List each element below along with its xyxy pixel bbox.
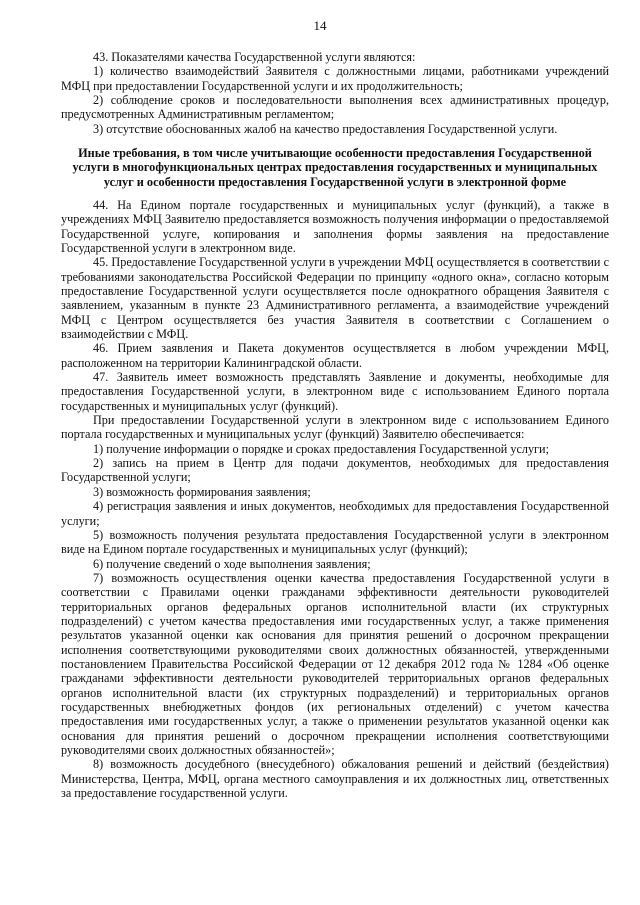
paragraph-43-title: 43. Показателями качества Государственной услуги являются: bbox=[93, 50, 416, 64]
paragraph-43-item-2: 2) соблюдение сроков и последовательности выполнения всех административных процедур, предусмотренных Административным регламентом; bbox=[61, 93, 609, 122]
paragraph-43-item-1: 1) количество взаимодействий Заявителя с должностными лицами, работниками учреждений МФЦ при предоставлении Государственной услуги и их продолжительность; bbox=[61, 64, 609, 93]
list-item-1: 1) получение информации о порядке и сроках предоставления Государственной услуги; bbox=[93, 441, 549, 456]
paragraph-43-item-3: 3) отсутствие обоснованных жалоб на качество предоставления Государственной услуги. bbox=[93, 121, 558, 136]
list-item-7: 7) возможность осуществления оценки качества предоставления Государственной услуги в соответствии с Правилами оценки гражданами эффективности деятельности руководителей территориальных органов федеральных органов исполнительной власти (их структурных подразделений) с учетом качества предоставления ими государственных услуг, а также применения результатов указанной оценки как основания для принятия решений о досрочном прекращении исполнения соответствующими руководителями своих должностных обязанностей, утвержденными постановлением Правительства Российской Федерации от 12 декабря 2012 года № 1284 «Об оценке гражданами эффективности деятельности руководителей территориальных органов федеральных органов исполнительной власти (их структурных подразделений) и территориальных органов государственных внебюджетных фондов (их региональных отделений) с учетом качества предоставления ими государственных услуг, а также о применении результатов указанной оценки как основания для принятия решений о досрочном прекращении исполнения соответствующими руководителями своих должностных обязанностей»; bbox=[61, 570, 609, 758]
page-body bbox=[61, 50, 609, 800]
list-item-2: 2) запись на прием в Центр для подачи документов, необходимых для предоставления Государственной услуги; bbox=[61, 456, 609, 485]
list-item-4: 4) регистрация заявления и иных документов, необходимых для предоставления Государственной услуги; bbox=[61, 499, 609, 528]
paragraph-47: 47. Заявитель имеет возможность представлять Заявление и документы, необходимые для предоставления Государственной услуги, в электронном виде с использованием Единого портала государственных и муниципальных услуг (функций). bbox=[61, 370, 609, 413]
paragraph-45: 45. Предоставление Государственной услуги в учреждении МФЦ осуществляется в соответствии с требованиями законодательства Российской Федерации по принципу «одного окна», согласно которым предоставление Государственной услуги осуществляется после однократного обращения Заявителя с заявлением, указанным в пункте 23 Административного регламента, а взаимодействие учреждений МФЦ с Центром осуществляется без участия Заявителя в соответствии с Соглашением о взаимодействии с МФЦ. bbox=[61, 255, 609, 342]
paragraph-44: 44. На Едином портале государственных и муниципальных услуг (функций), а также в учреждениях МФЦ Заявителю предоставляется возможность получения информации о предоставляемой Государственной услуге, копирования и заполнения формы заявления на предоставление Государственной услуги в электронном виде. bbox=[61, 197, 609, 255]
paragraph-46: 46. Прием заявления и Пакета документов осуществляется в любом учреждении МФЦ, расположенном на территории Калининградской области. bbox=[61, 341, 609, 370]
list-item-3: 3) возможность формирования заявления; bbox=[93, 484, 311, 499]
list-item-8: 8) возможность досудебного (внесудебного) обжалования решений и действий (бездействия) Министерства, Центра, МФЦ, органа местного самоуправления и их должностных лиц, ответственных за предоставление государственной услуги. bbox=[61, 757, 609, 801]
list-item-6: 6) получение сведений о ходе выполнения заявления; bbox=[93, 556, 371, 571]
section-heading: Иные требования, в том числе учитывающие особенности предоставления Государственной услуги в многофункциональных центрах предоставления государственных и муниципальных услуг и особенности предоставления Государственной услуги в электронной форме bbox=[72, 146, 598, 189]
page-number: 14 bbox=[313, 18, 327, 33]
paragraph-47-intro: При предоставлении Государственной услуги в электронном виде с использованием Единого портала государственных и муниципальных услуг (функций) Заявителю обеспечивается: bbox=[61, 413, 609, 442]
list-item-5: 5) возможность получения результата предоставления Государственной услуги в электронном виде на Едином портале государственных и муниципальных услуг (функций); bbox=[61, 527, 609, 557]
